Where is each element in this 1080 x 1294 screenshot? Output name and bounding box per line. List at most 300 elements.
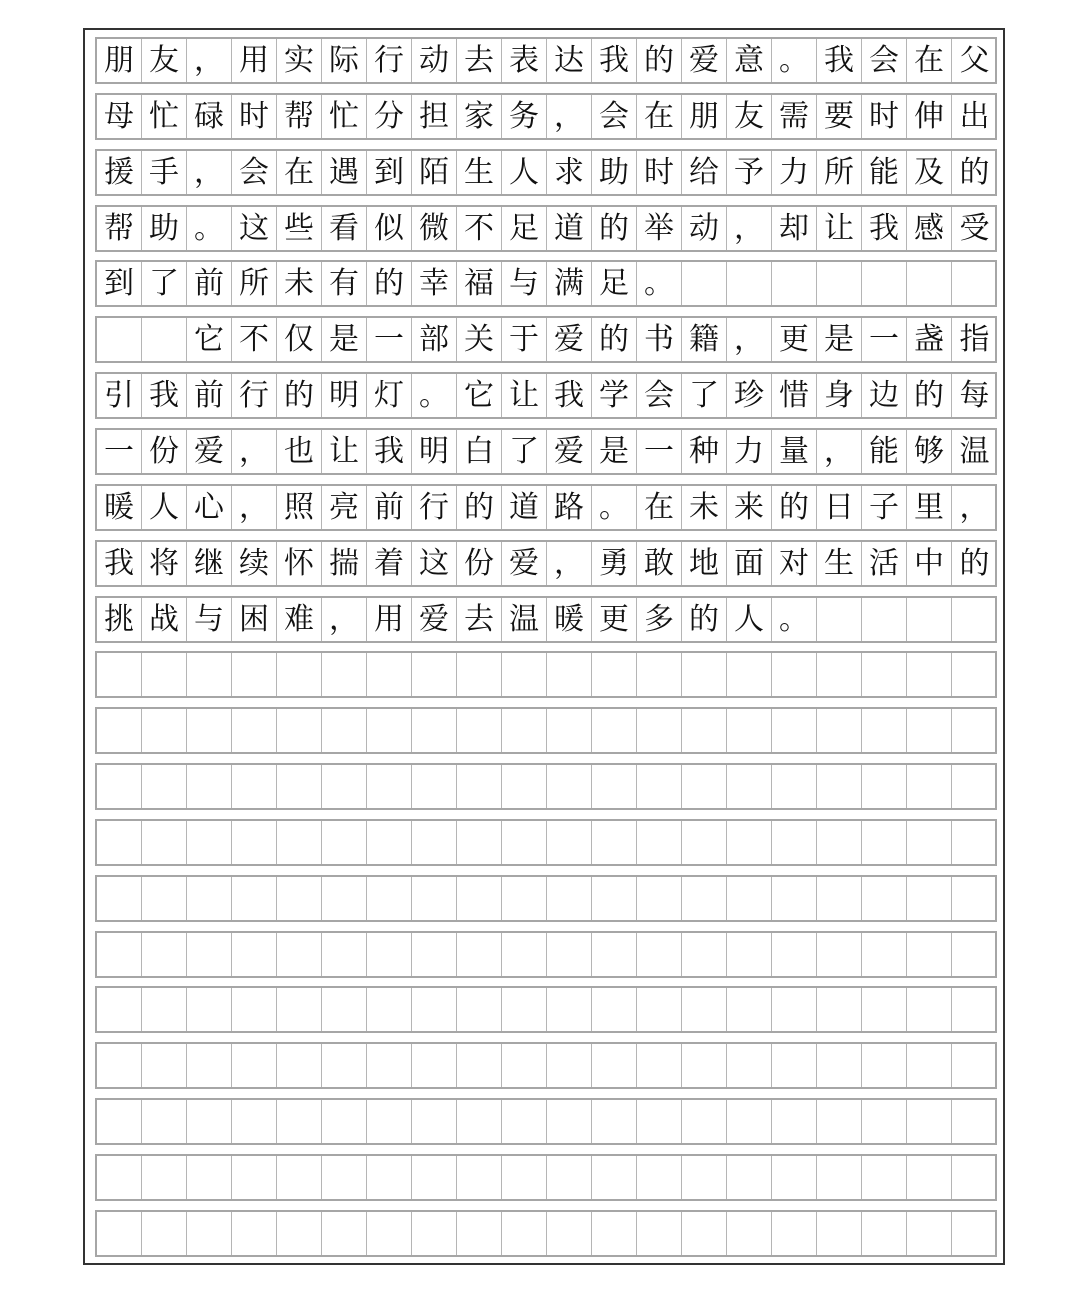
grid-cell (412, 1156, 457, 1199)
grid-cell: 困 (232, 598, 277, 641)
grid-cell (142, 821, 187, 864)
grid-cell: 援 (97, 151, 142, 194)
grid-cell: 让 (322, 430, 367, 473)
grid-cell (142, 877, 187, 920)
grid-cell (952, 988, 997, 1031)
grid-cell (97, 709, 142, 752)
grid-cell: 未 (277, 262, 322, 305)
grid-cell: 的 (277, 374, 322, 417)
grid-cell: 不 (232, 318, 277, 361)
grid-cell (412, 988, 457, 1031)
grid-cell (907, 765, 952, 808)
grid-cell (502, 653, 547, 696)
grid-cell: 引 (97, 374, 142, 417)
grid-cell (862, 988, 907, 1031)
grid-cell (547, 877, 592, 920)
grid-cell: 生 (457, 151, 502, 194)
grid-cell: 及 (907, 151, 952, 194)
grid-cell: 的 (457, 486, 502, 529)
grid-cell (637, 709, 682, 752)
grid-cell (862, 1044, 907, 1087)
grid-row (95, 37, 997, 84)
grid-cell: 爱 (412, 598, 457, 641)
grid-cell: 足 (592, 262, 637, 305)
grid-cell (97, 1100, 142, 1143)
grid-cell: 生 (817, 542, 862, 585)
grid-cell (232, 1156, 277, 1199)
grid-cell (502, 1156, 547, 1199)
grid-cell (412, 877, 457, 920)
grid-row (95, 986, 997, 1033)
grid-cell: 助 (142, 207, 187, 250)
grid-cell: 指 (959, 321, 990, 357)
grid-cell: 前 (187, 374, 232, 417)
grid-cell (952, 653, 997, 696)
grid-cell (772, 821, 817, 864)
grid-cell (727, 262, 772, 305)
grid-cell (817, 1212, 862, 1255)
grid-cell (322, 653, 367, 696)
grid-cell (727, 709, 772, 752)
grid-cell (97, 765, 142, 808)
grid-cell (457, 709, 502, 752)
grid-cell: 会 (862, 39, 907, 82)
grid-cell: 身 (817, 374, 862, 417)
grid-cell (142, 318, 187, 361)
grid-cell (412, 1044, 457, 1087)
grid-cell: 在 (277, 151, 322, 194)
grid-cell (772, 262, 817, 305)
essay-sheet (83, 28, 1005, 1265)
grid-cell: 会 (232, 151, 277, 194)
grid-cell: 量 (772, 430, 817, 473)
grid-cell: 我 (547, 374, 592, 417)
grid-cell: 的 (637, 39, 682, 82)
grid-cell (367, 877, 412, 920)
grid-cell: 时 (637, 151, 682, 194)
grid-cell: 我 (592, 39, 637, 82)
grid-cell (862, 933, 907, 976)
grid-cell (367, 1100, 412, 1143)
grid-cell: 是 (817, 318, 862, 361)
grid-cell (187, 1044, 232, 1087)
grid-cell: 行 (367, 39, 412, 82)
grid-cell (772, 988, 817, 1031)
grid-cell (952, 1044, 997, 1087)
grid-cell (502, 765, 547, 808)
grid-cell (907, 988, 952, 1031)
grid-cell: 爱 (682, 39, 727, 82)
grid-cell: 了 (502, 430, 547, 473)
grid-cell (457, 1156, 502, 1199)
grid-cell: 一 (862, 318, 907, 361)
grid-cell: 白 (457, 430, 502, 473)
grid-cell: 。 (187, 207, 232, 250)
grid-cell (367, 1212, 412, 1255)
grid-cell (277, 988, 322, 1031)
grid-cell (727, 1044, 772, 1087)
grid-cell (907, 1100, 952, 1143)
grid-cell (907, 821, 952, 864)
grid-cell: 人 (502, 151, 547, 194)
grid-cell: 中 (907, 542, 952, 585)
grid-cell: 求 (547, 151, 592, 194)
grid-cell (817, 877, 862, 920)
grid-cell (727, 1212, 772, 1255)
grid-cell: 看 (322, 207, 367, 250)
grid-cell (367, 933, 412, 976)
grid-cell: 怀 (277, 542, 322, 585)
grid-cell (772, 877, 817, 920)
grid-cell (277, 877, 322, 920)
grid-cell: 所 (232, 262, 277, 305)
grid-cell: 些 (277, 207, 322, 250)
grid-cell: 对 (772, 542, 817, 585)
grid-cell (457, 821, 502, 864)
grid-cell (952, 598, 997, 641)
grid-cell (682, 1212, 727, 1255)
grid-cell (952, 877, 997, 920)
grid-cell: 份 (142, 430, 187, 473)
grid-row (95, 540, 997, 587)
grid-row (95, 260, 997, 307)
grid-cell (772, 1156, 817, 1199)
grid-cell (412, 709, 457, 752)
grid-cell (772, 1100, 817, 1143)
grid-cell: 会 (592, 95, 637, 138)
grid-cell (97, 1044, 142, 1087)
grid-cell (952, 262, 997, 305)
grid-cell (907, 1212, 952, 1255)
grid-cell: 举 (637, 207, 682, 250)
grid-row (95, 316, 997, 363)
grid-cell: 明 (412, 430, 457, 473)
grid-cell (232, 653, 277, 696)
grid-cell: 的 (772, 486, 817, 529)
grid-row (95, 484, 997, 531)
grid-cell: 难 (277, 598, 322, 641)
grid-cell: 去 (457, 39, 502, 82)
grid-cell (682, 933, 727, 976)
grid-cell (547, 933, 592, 976)
grid-cell (232, 1100, 277, 1143)
grid-cell (592, 653, 637, 696)
grid-cell: ， (187, 151, 232, 194)
grid-cell (817, 653, 862, 696)
grid-cell (142, 1100, 187, 1143)
grid-cell: 敢 (637, 542, 682, 585)
grid-cell (637, 765, 682, 808)
grid-cell (817, 765, 862, 808)
grid-cell (457, 1212, 502, 1255)
grid-cell: 在 (907, 39, 952, 82)
grid-cell: 挑 (97, 598, 142, 641)
grid-cell: 暖 (97, 486, 142, 529)
grid-cell: ， (232, 430, 277, 473)
grid-cell: 友 (142, 39, 187, 82)
grid-cell: 受 (959, 210, 990, 246)
grid-cell: 暖 (547, 598, 592, 641)
grid-cell: 到 (97, 262, 142, 305)
grid-cell (862, 821, 907, 864)
grid-cell (862, 765, 907, 808)
grid-cell: 更 (772, 318, 817, 361)
grid-cell: 碌 (187, 95, 232, 138)
grid-cell (187, 933, 232, 976)
grid-cell (187, 653, 232, 696)
grid-cell (952, 1156, 997, 1199)
grid-cell: 的 (592, 207, 637, 250)
grid-cell: 揣 (322, 542, 367, 585)
grid-cell (547, 765, 592, 808)
grid-cell (502, 821, 547, 864)
grid-cell: 前 (367, 486, 412, 529)
grid-cell (187, 988, 232, 1031)
grid-cell (97, 653, 142, 696)
grid-cell (97, 988, 142, 1031)
grid-cell: 份 (457, 542, 502, 585)
grid-row (95, 1154, 997, 1201)
grid-cell: 用 (232, 39, 277, 82)
grid-cell: 能 (862, 151, 907, 194)
grid-cell (502, 988, 547, 1031)
grid-cell (547, 1156, 592, 1199)
grid-cell (952, 765, 997, 808)
grid-cell (727, 765, 772, 808)
grid-cell (592, 709, 637, 752)
grid-cell (547, 653, 592, 696)
grid-cell (862, 709, 907, 752)
grid-cell: 了 (682, 374, 727, 417)
grid-cell (187, 821, 232, 864)
grid-cell: 忙 (142, 95, 187, 138)
grid-cell: 每 (959, 377, 990, 413)
grid-cell: 分 (367, 95, 412, 138)
grid-cell (907, 877, 952, 920)
grid-cell: 助 (592, 151, 637, 194)
grid-row (95, 707, 997, 754)
grid-cell: 予 (727, 151, 772, 194)
grid-cell (97, 1212, 142, 1255)
grid-cell (637, 1212, 682, 1255)
grid-cell: 书 (637, 318, 682, 361)
grid-cell (322, 709, 367, 752)
grid-cell: 给 (682, 151, 727, 194)
grid-cell (367, 653, 412, 696)
grid-cell: 遇 (322, 151, 367, 194)
grid-cell: 陌 (412, 151, 457, 194)
grid-cell: ， (727, 318, 772, 361)
grid-cell (322, 933, 367, 976)
grid-cell: 勇 (592, 542, 637, 585)
grid-cell (547, 709, 592, 752)
grid-cell (817, 1044, 862, 1087)
grid-cell: 。 (772, 39, 817, 82)
grid-cell: 的 (907, 374, 952, 417)
grid-cell (142, 653, 187, 696)
grid-cell (682, 1100, 727, 1143)
grid-cell: 珍 (727, 374, 772, 417)
grid-cell: 家 (457, 95, 502, 138)
grid-row (95, 93, 997, 140)
grid-cell: 在 (637, 95, 682, 138)
grid-cell: 伸 (907, 95, 952, 138)
grid-row (95, 763, 997, 810)
grid-cell (457, 1100, 502, 1143)
grid-cell (907, 1156, 952, 1199)
grid-cell: 我 (97, 542, 142, 585)
grid-cell: 幸 (412, 262, 457, 305)
grid-cell (817, 709, 862, 752)
grid-cell: 需 (772, 95, 817, 138)
grid-cell (682, 1156, 727, 1199)
grid-cell: 。 (592, 486, 637, 529)
grid-cell (322, 1212, 367, 1255)
grid-cell: 力 (727, 430, 772, 473)
grid-cell (637, 877, 682, 920)
grid-cell: ， (817, 430, 862, 473)
grid-cell: 感 (907, 207, 952, 250)
grid-cell (772, 709, 817, 752)
grid-cell: 仅 (277, 318, 322, 361)
grid-cell (322, 1156, 367, 1199)
grid-cell: 朋 (97, 39, 142, 82)
grid-cell (457, 1044, 502, 1087)
grid-cell (727, 933, 772, 976)
grid-cell (322, 988, 367, 1031)
grid-cell: 于 (502, 318, 547, 361)
grid-cell: 是 (322, 318, 367, 361)
grid-cell (142, 1044, 187, 1087)
grid-cell: ， (187, 39, 232, 82)
grid-cell: 足 (502, 207, 547, 250)
grid-cell (817, 933, 862, 976)
grid-cell: 爱 (502, 542, 547, 585)
grid-cell (412, 1100, 457, 1143)
grid-row (95, 1042, 997, 1089)
grid-cell (907, 598, 952, 641)
grid-cell (457, 765, 502, 808)
grid-cell (322, 877, 367, 920)
grid-cell (952, 933, 997, 976)
grid-cell (97, 318, 142, 361)
grid-cell: 温 (959, 433, 990, 469)
grid-cell: 帮 (97, 207, 142, 250)
grid-cell (97, 933, 142, 976)
grid-cell (412, 821, 457, 864)
grid-cell: 道 (502, 486, 547, 529)
grid-cell (547, 1212, 592, 1255)
grid-cell (637, 1100, 682, 1143)
grid-cell (232, 821, 277, 864)
grid-cell (277, 821, 322, 864)
grid-cell: 了 (142, 262, 187, 305)
grid-cell: 多 (637, 598, 682, 641)
grid-cell: 似 (367, 207, 412, 250)
grid-cell (547, 1044, 592, 1087)
grid-cell (907, 653, 952, 696)
grid-cell: 一 (367, 318, 412, 361)
grid-cell (142, 765, 187, 808)
grid-cell: 惜 (772, 374, 817, 417)
grid-cell: 忙 (322, 95, 367, 138)
grid-cell: 续 (232, 542, 277, 585)
grid-cell: 到 (367, 151, 412, 194)
grid-cell (682, 765, 727, 808)
grid-cell (637, 653, 682, 696)
grid-row (95, 149, 997, 196)
grid-cell (817, 262, 862, 305)
grid-cell (952, 1100, 997, 1143)
grid-cell (187, 877, 232, 920)
grid-cell: 它 (457, 374, 502, 417)
grid-cell: 际 (322, 39, 367, 82)
grid-cell (727, 877, 772, 920)
grid-cell (592, 1212, 637, 1255)
grid-row (95, 931, 997, 978)
grid-cell (322, 1044, 367, 1087)
grid-cell: 手 (142, 151, 187, 194)
grid-cell (142, 709, 187, 752)
grid-cell (637, 821, 682, 864)
grid-cell (862, 262, 907, 305)
grid-cell (142, 1156, 187, 1199)
grid-row (95, 205, 997, 252)
grid-cell: 所 (817, 151, 862, 194)
grid-cell: 要 (817, 95, 862, 138)
grid-cell: ， (547, 95, 592, 138)
grid-cell (232, 1044, 277, 1087)
grid-cell (232, 933, 277, 976)
grid-cell: 亮 (322, 486, 367, 529)
grid-cell: 爱 (187, 430, 232, 473)
grid-cell: 的 (682, 598, 727, 641)
grid-cell (727, 653, 772, 696)
grid-cell (97, 877, 142, 920)
grid-cell: 的 (959, 545, 990, 581)
grid-cell: 的 (592, 318, 637, 361)
grid-cell (682, 709, 727, 752)
grid-cell: 表 (502, 39, 547, 82)
grid-cell: 福 (457, 262, 502, 305)
grid-cell (502, 933, 547, 976)
grid-cell: ， (322, 598, 367, 641)
grid-cell (232, 877, 277, 920)
grid-cell: 它 (187, 318, 232, 361)
grid-cell: 路 (547, 486, 592, 529)
grid-cell: ， (547, 542, 592, 585)
grid-cell (502, 1212, 547, 1255)
grid-cell (547, 821, 592, 864)
grid-cell: 人 (142, 486, 187, 529)
grid-cell (187, 1100, 232, 1143)
grid-cell: 却 (772, 207, 817, 250)
grid-cell (457, 877, 502, 920)
grid-cell (637, 1156, 682, 1199)
grid-cell (727, 1100, 772, 1143)
grid-cell: 时 (862, 95, 907, 138)
grid-cell (277, 933, 322, 976)
grid-cell (772, 653, 817, 696)
grid-cell: 动 (682, 207, 727, 250)
grid-cell (232, 1212, 277, 1255)
grid-row (95, 1210, 997, 1257)
grid-cell: 父 (959, 42, 990, 78)
grid-cell: 不 (457, 207, 502, 250)
grid-cell: 有 (322, 262, 367, 305)
grid-row (95, 651, 997, 698)
grid-cell (637, 933, 682, 976)
